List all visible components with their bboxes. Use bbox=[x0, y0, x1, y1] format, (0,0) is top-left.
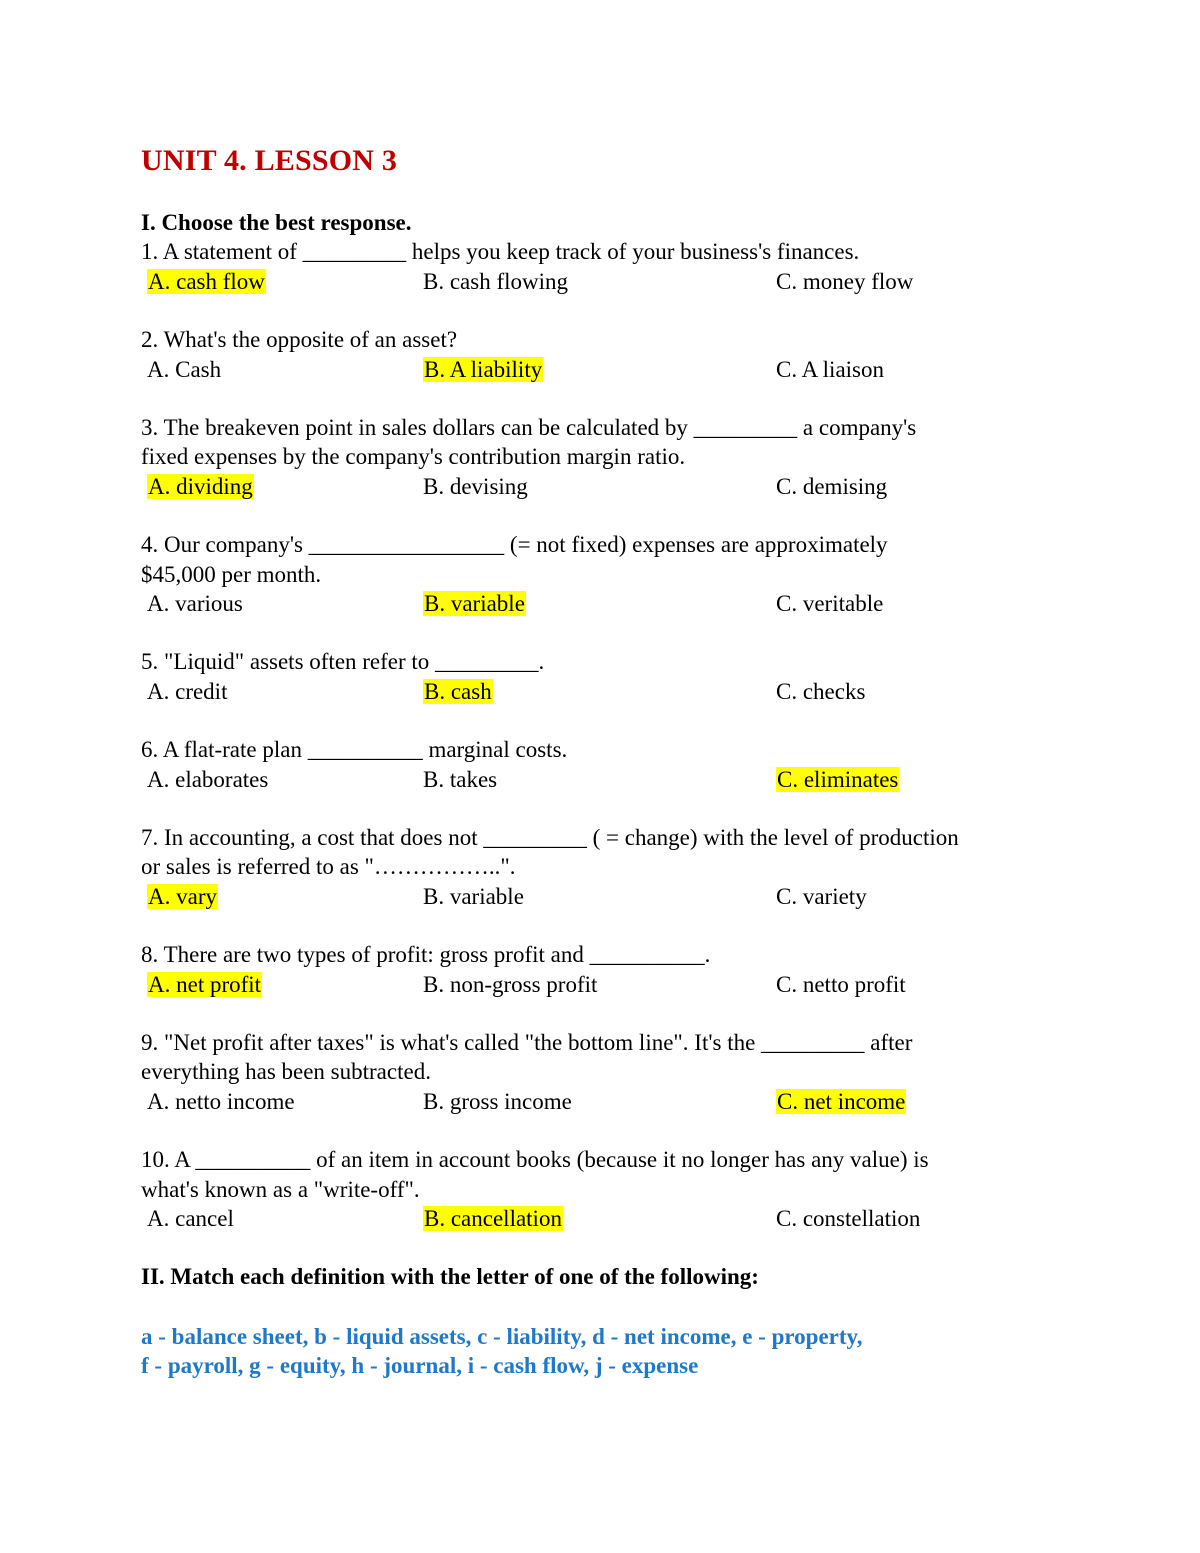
question-text: 8. There are two types of profit: gross profit and __________. bbox=[141, 942, 711, 968]
question-text: 3. The breakeven point in sales dollars can be calculated by _________ a company's bbox=[141, 415, 917, 440]
answer-option-c bbox=[776, 1204, 920, 1233]
section-2 bbox=[141, 1262, 1061, 1380]
answer-option-text: A. Cash bbox=[147, 356, 222, 382]
answer-option-text: A. credit bbox=[147, 678, 228, 704]
match-term-line: f - payroll, g - equity, h - journal, i - cash flow, j - expense bbox=[141, 1353, 699, 1379]
match-term-line: a - balance sheet, b - liquid assets, c - liability, d - net income, e - property, bbox=[141, 1323, 863, 1349]
answer-option-text: C. demising bbox=[776, 473, 888, 499]
highlighted-correct-answer: A. net profit bbox=[148, 971, 262, 997]
answer-options bbox=[141, 589, 1061, 618]
answer-option-b bbox=[423, 765, 497, 794]
answer-option-c bbox=[776, 472, 887, 501]
answer-options bbox=[141, 267, 1061, 296]
question-item bbox=[141, 647, 1061, 706]
question-list bbox=[141, 237, 1061, 1233]
answer-options bbox=[141, 355, 1061, 384]
answer-option-text: B. takes bbox=[423, 766, 498, 792]
question-text: 1. A statement of _________ helps you keep track of your business's finances. bbox=[141, 239, 860, 265]
answer-option-b bbox=[423, 882, 524, 911]
answer-option-a bbox=[147, 472, 254, 501]
question-text: 4. Our company's _________________ (= not fixed) expenses are approximately bbox=[141, 532, 888, 558]
answer-option-text: C. netto profit bbox=[776, 971, 906, 997]
answer-option-b bbox=[423, 1087, 572, 1116]
answer-option-c bbox=[776, 765, 899, 794]
question-item bbox=[141, 735, 1061, 794]
answer-option-b bbox=[423, 267, 568, 296]
answer-option-b bbox=[423, 1204, 563, 1233]
answer-option-b bbox=[423, 589, 526, 618]
highlighted-correct-answer: B. variable bbox=[424, 591, 525, 617]
question-text: 2. What's the opposite of an asset? bbox=[141, 327, 458, 353]
section-2-heading: II. Match each definition with the letter of one of the following: bbox=[141, 1264, 759, 1290]
answer-option-b bbox=[423, 472, 528, 501]
answer-option-a bbox=[147, 1087, 295, 1116]
answer-option-a bbox=[147, 1204, 234, 1233]
answer-options bbox=[141, 882, 1061, 911]
question-text: $45,000 per month. bbox=[141, 561, 322, 587]
answer-option-b bbox=[423, 677, 493, 706]
question-text: fixed expenses by the company's contribution margin ratio. bbox=[141, 444, 686, 470]
question-item bbox=[141, 325, 1061, 384]
answer-options bbox=[141, 472, 1061, 501]
document-page bbox=[141, 140, 1061, 1381]
match-term-list bbox=[141, 1322, 1061, 1381]
question-text: 5. "Liquid" assets often refer to _________. bbox=[141, 649, 545, 675]
answer-option-text: A. elaborates bbox=[147, 766, 269, 792]
answer-options bbox=[141, 765, 1061, 794]
answer-options bbox=[141, 1204, 1061, 1233]
question-text: 10. A __________ of an item in account books (because it no longer has any value) is bbox=[141, 1147, 929, 1173]
question-text: what's known as a "write-off". bbox=[141, 1176, 420, 1202]
question-item bbox=[141, 237, 1061, 296]
section-1-heading: I. Choose the best response. bbox=[141, 210, 412, 235]
question-item bbox=[141, 530, 1061, 618]
answer-option-c bbox=[776, 882, 867, 911]
answer-option-c bbox=[776, 970, 906, 999]
highlighted-correct-answer: B. cancellation bbox=[424, 1206, 562, 1232]
answer-option-text: C. A liaison bbox=[776, 356, 884, 382]
answer-option-c bbox=[776, 589, 883, 618]
highlighted-correct-answer: C. eliminates bbox=[777, 766, 899, 792]
answer-option-text: B. gross income bbox=[423, 1088, 572, 1114]
question-item bbox=[141, 413, 1061, 501]
question-text: everything has been subtracted. bbox=[141, 1059, 431, 1085]
answer-option-c bbox=[776, 267, 913, 296]
answer-option-c bbox=[776, 677, 865, 706]
answer-options bbox=[141, 1087, 1061, 1116]
answer-option-a bbox=[147, 677, 227, 706]
answer-option-text: C. money flow bbox=[776, 268, 914, 294]
answer-option-b bbox=[423, 355, 543, 384]
highlighted-correct-answer: A. vary bbox=[148, 883, 217, 909]
answer-option-text: B. cash flowing bbox=[423, 268, 569, 294]
answer-option-a bbox=[147, 589, 243, 618]
answer-options bbox=[141, 677, 1061, 706]
question-text: or sales is referred to as "……………..". bbox=[141, 854, 516, 880]
answer-option-text: A. various bbox=[147, 591, 243, 617]
answer-option-a bbox=[147, 765, 268, 794]
answer-option-c bbox=[776, 355, 884, 384]
answer-option-b bbox=[423, 970, 597, 999]
question-item bbox=[141, 823, 1061, 911]
answer-option-a bbox=[147, 267, 266, 296]
highlighted-correct-answer: B. A liability bbox=[424, 356, 543, 382]
question-text: 6. A flat-rate plan __________ marginal costs. bbox=[141, 737, 568, 763]
answer-option-text: B. non-gross profit bbox=[423, 971, 598, 997]
answer-option-text: A. cancel bbox=[147, 1206, 234, 1232]
highlighted-correct-answer: A. cash flow bbox=[148, 268, 265, 294]
question-item bbox=[141, 1145, 1061, 1233]
question-item bbox=[141, 1028, 1061, 1116]
answer-option-a bbox=[147, 355, 221, 384]
highlighted-correct-answer: B. cash bbox=[424, 678, 492, 704]
answer-option-text: A. netto income bbox=[147, 1088, 295, 1114]
question-text: 9. "Net profit after taxes" is what's called "the bottom line". It's the _________ after bbox=[141, 1030, 913, 1055]
answer-option-c bbox=[776, 1087, 906, 1116]
highlighted-correct-answer: A. dividing bbox=[148, 473, 253, 499]
answer-option-text: C. variety bbox=[776, 883, 867, 909]
highlighted-correct-answer: C. net income bbox=[777, 1088, 906, 1114]
answer-option-text: C. constellation bbox=[776, 1206, 921, 1232]
question-text: 7. In accounting, a cost that does not _________ ( = change) with the level of production bbox=[141, 825, 959, 850]
answer-options bbox=[141, 970, 1061, 999]
answer-option-text: C. veritable bbox=[776, 591, 884, 617]
answer-option-text: B. variable bbox=[423, 883, 524, 909]
answer-option-text: C. checks bbox=[776, 678, 866, 704]
answer-option-text: B. devising bbox=[423, 473, 528, 499]
answer-option-a bbox=[147, 882, 218, 911]
page-title: UNIT 4. LESSON 3 bbox=[141, 144, 398, 177]
answer-option-a bbox=[147, 970, 262, 999]
question-item bbox=[141, 940, 1061, 999]
